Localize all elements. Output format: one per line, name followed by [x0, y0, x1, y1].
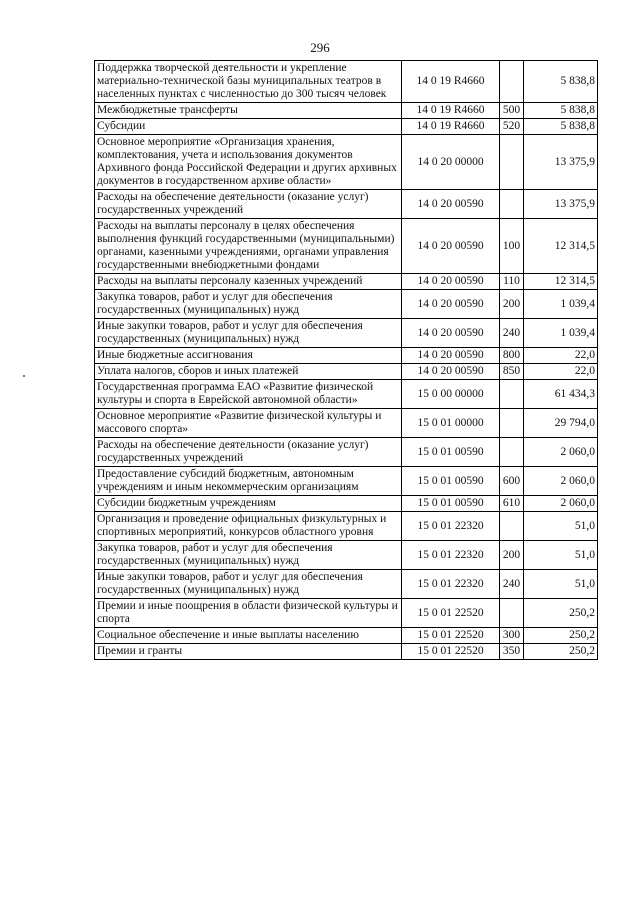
row-code-cell: 15 0 01 00000 — [402, 409, 500, 438]
row-amount-cell: 61 434,3 — [524, 380, 598, 409]
row-name-cell: Основное мероприятие «Организация хранения, комплектования, учета и использования документов Архивного фонда Российской Федерации и других архивных документов в государственном архиве области» — [95, 135, 402, 190]
table-row — [95, 135, 598, 190]
row-code-cell: 14 0 20 00590 — [402, 364, 500, 380]
table-row — [95, 599, 598, 628]
table-row — [95, 364, 598, 380]
row-code-cell: 15 0 01 00590 — [402, 467, 500, 496]
row-amount-cell: 250,2 — [524, 628, 598, 644]
row-code-cell: 14 0 19 R4660 — [402, 119, 500, 135]
table-row — [95, 290, 598, 319]
table-row — [95, 190, 598, 219]
row-code-cell: 15 0 01 22520 — [402, 599, 500, 628]
row-amount-cell: 51,0 — [524, 512, 598, 541]
row-name-cell: Социальное обеспечение и иные выплаты населению — [95, 628, 402, 644]
row-code-cell: 14 0 19 R4660 — [402, 103, 500, 119]
row-expense-type-cell: 240 — [500, 570, 524, 599]
row-amount-cell: 12 314,5 — [524, 219, 598, 274]
table-row — [95, 103, 598, 119]
scan-speck — [23, 375, 25, 377]
row-name-cell: Закупка товаров, работ и услуг для обеспечения государственных (муниципальных) нужд — [95, 541, 402, 570]
row-name-cell: Премии и гранты — [95, 644, 402, 660]
row-name-cell: Расходы на обеспечение деятельности (оказание услуг) государственных учреждений — [95, 190, 402, 219]
row-expense-type-cell: 200 — [500, 290, 524, 319]
row-expense-type-cell — [500, 135, 524, 190]
table-row — [95, 541, 598, 570]
row-amount-cell: 2 060,0 — [524, 496, 598, 512]
row-code-cell: 15 0 01 22320 — [402, 570, 500, 599]
row-amount-cell: 250,2 — [524, 644, 598, 660]
row-name-cell: Субсидии — [95, 119, 402, 135]
row-amount-cell: 13 375,9 — [524, 135, 598, 190]
row-expense-type-cell — [500, 438, 524, 467]
row-name-cell: Расходы на выплаты персоналу в целях обеспечения выполнения функций государственными (муниципальными) органами, казенными учреждениями, органами управления государственными внебюджетными фондами — [95, 219, 402, 274]
row-expense-type-cell: 200 — [500, 541, 524, 570]
row-name-cell: Государственная программа ЕАО «Развитие физической культуры и спорта в Еврейской автономной области» — [95, 380, 402, 409]
table-row — [95, 61, 598, 103]
row-code-cell: 14 0 20 00590 — [402, 190, 500, 219]
row-expense-type-cell: 500 — [500, 103, 524, 119]
row-amount-cell: 2 060,0 — [524, 438, 598, 467]
row-code-cell: 15 0 01 22520 — [402, 644, 500, 660]
row-name-cell: Закупка товаров, работ и услуг для обеспечения государственных (муниципальных) нужд — [95, 290, 402, 319]
row-code-cell: 14 0 20 00590 — [402, 274, 500, 290]
row-expense-type-cell: 240 — [500, 319, 524, 348]
row-expense-type-cell — [500, 512, 524, 541]
row-name-cell: Иные закупки товаров, работ и услуг для обеспечения государственных (муниципальных) нужд — [95, 570, 402, 599]
row-code-cell: 15 0 01 00590 — [402, 438, 500, 467]
table-row — [95, 438, 598, 467]
row-name-cell: Основное мероприятие «Развитие физической культуры и массового спорта» — [95, 409, 402, 438]
table-row — [95, 467, 598, 496]
row-name-cell: Расходы на обеспечение деятельности (оказание услуг) государственных учреждений — [95, 438, 402, 467]
row-expense-type-cell: 110 — [500, 274, 524, 290]
row-code-cell: 15 0 01 22520 — [402, 628, 500, 644]
row-amount-cell: 250,2 — [524, 599, 598, 628]
row-name-cell: Иные закупки товаров, работ и услуг для обеспечения государственных (муниципальных) нужд — [95, 319, 402, 348]
row-code-cell: 14 0 20 00590 — [402, 348, 500, 364]
page-number: 296 — [310, 40, 330, 55]
row-amount-cell: 5 838,8 — [524, 61, 598, 103]
row-code-cell: 14 0 19 R4660 — [402, 61, 500, 103]
row-name-cell: Предоставление субсидий бюджетным, автономным учреждениям и иным некоммерческим организациям — [95, 467, 402, 496]
row-expense-type-cell: 600 — [500, 467, 524, 496]
row-code-cell: 14 0 20 00590 — [402, 290, 500, 319]
row-code-cell: 15 0 01 00590 — [402, 496, 500, 512]
budget-table-body — [95, 61, 598, 660]
row-expense-type-cell: 300 — [500, 628, 524, 644]
row-expense-type-cell: 520 — [500, 119, 524, 135]
row-code-cell: 15 0 00 00000 — [402, 380, 500, 409]
row-amount-cell: 2 060,0 — [524, 467, 598, 496]
row-amount-cell: 13 375,9 — [524, 190, 598, 219]
row-amount-cell: 22,0 — [524, 364, 598, 380]
row-code-cell: 15 0 01 22320 — [402, 512, 500, 541]
row-amount-cell: 1 039,4 — [524, 290, 598, 319]
row-expense-type-cell — [500, 409, 524, 438]
row-name-cell: Расходы на выплаты персоналу казенных учреждений — [95, 274, 402, 290]
table-row — [95, 570, 598, 599]
row-expense-type-cell: 100 — [500, 219, 524, 274]
table-row — [95, 319, 598, 348]
row-expense-type-cell — [500, 61, 524, 103]
row-expense-type-cell: 850 — [500, 364, 524, 380]
table-row — [95, 496, 598, 512]
row-code-cell: 15 0 01 22320 — [402, 541, 500, 570]
table-row — [95, 628, 598, 644]
row-code-cell: 14 0 20 00590 — [402, 319, 500, 348]
table-row — [95, 274, 598, 290]
row-amount-cell: 51,0 — [524, 541, 598, 570]
row-name-cell: Иные бюджетные ассигнования — [95, 348, 402, 364]
row-expense-type-cell: 610 — [500, 496, 524, 512]
row-expense-type-cell — [500, 599, 524, 628]
row-expense-type-cell — [500, 190, 524, 219]
budget-table — [94, 60, 598, 660]
row-name-cell: Межбюджетные трансферты — [95, 103, 402, 119]
row-amount-cell: 5 838,8 — [524, 103, 598, 119]
row-amount-cell: 1 039,4 — [524, 319, 598, 348]
row-amount-cell: 51,0 — [524, 570, 598, 599]
table-row — [95, 119, 598, 135]
row-name-cell: Уплата налогов, сборов и иных платежей — [95, 364, 402, 380]
table-row — [95, 409, 598, 438]
row-name-cell: Поддержка творческой деятельности и укрепление материально-технической базы муниципальных театров в населенных пунктах с численностью до 300 тысяч человек — [95, 61, 402, 103]
row-name-cell: Субсидии бюджетным учреждениям — [95, 496, 402, 512]
row-code-cell: 14 0 20 00000 — [402, 135, 500, 190]
row-amount-cell: 12 314,5 — [524, 274, 598, 290]
row-amount-cell: 5 838,8 — [524, 119, 598, 135]
row-expense-type-cell: 350 — [500, 644, 524, 660]
table-row — [95, 512, 598, 541]
row-code-cell: 14 0 20 00590 — [402, 219, 500, 274]
row-amount-cell: 22,0 — [524, 348, 598, 364]
table-row — [95, 380, 598, 409]
row-expense-type-cell: 800 — [500, 348, 524, 364]
row-name-cell: Премии и иные поощрения в области физической культуры и спорта — [95, 599, 402, 628]
table-row — [95, 219, 598, 274]
table-row — [95, 348, 598, 364]
table-row — [95, 644, 598, 660]
row-amount-cell: 29 794,0 — [524, 409, 598, 438]
row-expense-type-cell — [500, 380, 524, 409]
row-name-cell: Организация и проведение официальных физкультурных и спортивных мероприятий, конкурсов областного уровня — [95, 512, 402, 541]
